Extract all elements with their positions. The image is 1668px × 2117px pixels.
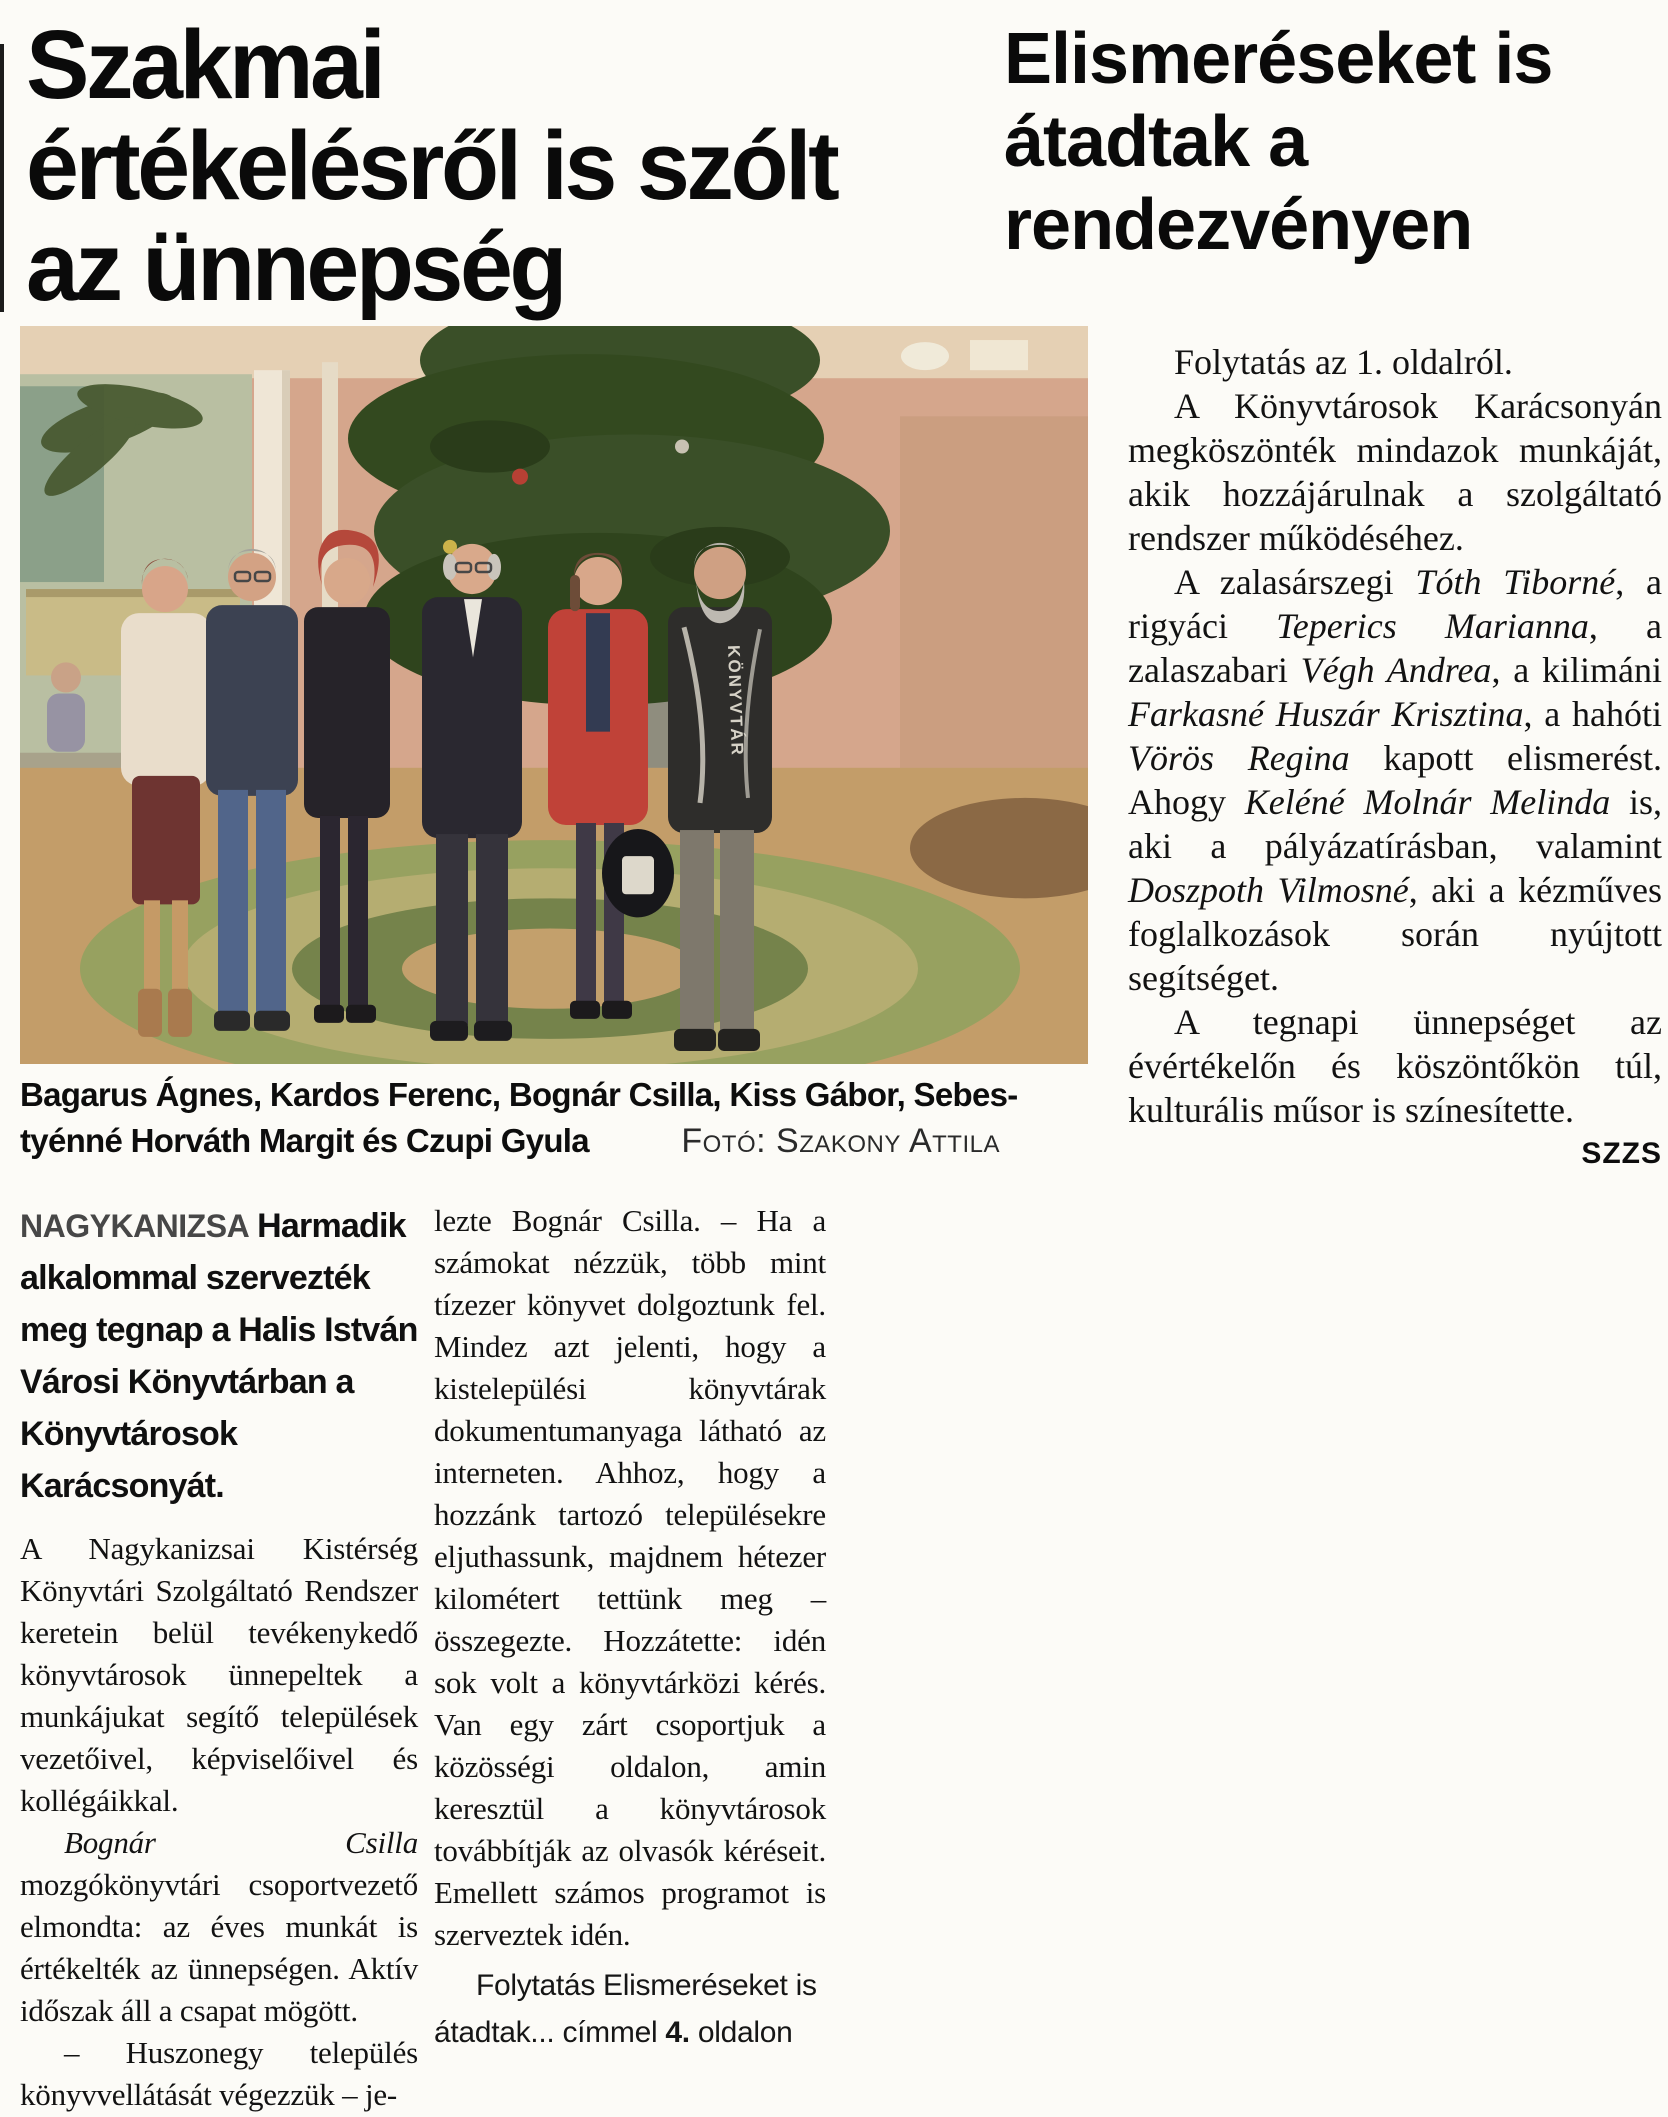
text-run: , a rigyáci [1128,562,1662,646]
continuation-note [434,1962,826,2056]
article-paragraph [20,2032,418,2116]
article-paragraph [1128,384,1662,560]
main-headline: Szakmai értékelésről is szólt az ünnepség [26,10,837,321]
continuation-line-1: Folytatás Elismeréseket is [476,1969,817,2002]
text-run: A Nagykanizsai Kistérség Könyvtári Szolgáltató Rendszer keretein belül tevékenykedő könyvtárosok ünnepeltek a munkájukat segítő települések vezetőivel, képviselőivel és kollégáikkal. [20,1531,418,1818]
article-photo [20,326,1088,1064]
text-run: Vörös Regina [1128,738,1350,778]
article-column-1 [20,1200,418,2116]
text-run: kapott elismerést. Ahogy [1128,738,1663,822]
article-paragraph [1128,1000,1662,1170]
caption-line-1: Bagarus Ágnes, Kardos Ferenc, Bognár Csilla, Kiss Gábor, Sebes- [20,1076,1018,1113]
article-paragraph [434,1200,826,1956]
text-run: Keléné Molnár Melinda [1244,782,1611,822]
column-rule [0,44,4,312]
photo-illustration [20,326,1088,1064]
text-run: , a hahóti [1523,694,1662,734]
text-run: Bognár Csilla [64,1825,418,1860]
text-run: Folytatás az 1. oldalról. [1174,342,1513,382]
text-run: A Könyvtárosok Karácsonyán megköszönték mindazok munkáját, akik hozzájárulnak a szolgáltató rendszer működéséhez. [1128,386,1662,558]
secondary-headline: Elismeréseket is átadtak a rendezvényen [1004,19,1553,265]
text-run: Doszpoth Vilmosné [1128,870,1409,910]
photo-credit: Fotó: Szakony Attila [681,1122,1000,1160]
text-run: A tegnapi ünnepséget az évértékelőn és köszöntőkön túl, kulturális műsor is színesítette. [1128,1002,1662,1130]
column-1-body [20,1528,418,2116]
article-paragraph [1128,340,1662,384]
text-run: A zalasárszegi [1174,562,1416,602]
right-article-body [1128,340,1662,1176]
continuation-page-number: 4. [665,2016,690,2049]
text-run: Farkasné Huszár Krisztina [1128,694,1524,734]
text-run: lezte Bognár Csilla. – Ha a számokat nézzük, több mint tízezer könyvet dolgoztunk fel. Mindez azt jelenti, hogy a kistelepülési könyvtárak dokumentumanyaga látható az interneten. Ahhoz, hogy a hozzánk tartozó településekre eljuthassunk, majdnem hétezer kilométert tettünk meg – összegezte. Hozzátette: idén sok volt a könyvtárközi kérés. Van egy zárt csoportjuk a közösségi oldalon, amin keresztül a könyvtárosok továbbítják az olvasók kéréseit. Emellett számos programot is szerveztek idén. [434,1203,826,1952]
continuation-text-end: oldalon [689,2016,793,2049]
text-run: – Huszonegy település könyvvellátását végezzük – je- [20,2035,418,2112]
photo-caption [20,1072,1110,1164]
text-run: Végh Andrea [1300,650,1492,690]
article-paragraph [20,1528,418,1822]
text-run: , aki a kézműves foglalkozások során nyújtott segítséget. [1128,870,1663,998]
text-run: , a kilimáni [1491,650,1662,690]
author-signature: SZZS [1581,1137,1662,1170]
column-2-body [434,1200,826,1956]
caption-line-2: tyénné Horváth Margit és Czupi Gyula [20,1122,589,1159]
tshirt-text: KÖNYVTÁR [724,644,747,758]
text-run: , a zalaszabari [1128,606,1662,690]
lead-text: Harmadik alkalommal szervezték meg tegnap a Halis István Városi Könyvtárban a Könyvtárosok Karácsonyát. [20,1207,418,1505]
text-run: Tóth Tiborné [1415,562,1616,602]
article-column-2 [434,1200,826,2056]
continuation-text: átadtak... címmel [434,2016,666,2049]
lead-paragraph [20,1200,418,1512]
location-tag: NAGYKANIZSA [20,1208,250,1244]
text-run: is, aki a pályázatírásban, valamint [1128,782,1662,866]
continuation-line-2 [434,2009,826,2056]
article-paragraph [20,1822,418,2032]
article-paragraph [1128,560,1662,1000]
text-run: Teperics Marianna [1276,606,1589,646]
text-run: mozgókönyvtári csoportvezető elmondta: az éves munkát is értékelték az ünnepségen. Aktív időszak áll a csapat mögött. [20,1867,418,2028]
